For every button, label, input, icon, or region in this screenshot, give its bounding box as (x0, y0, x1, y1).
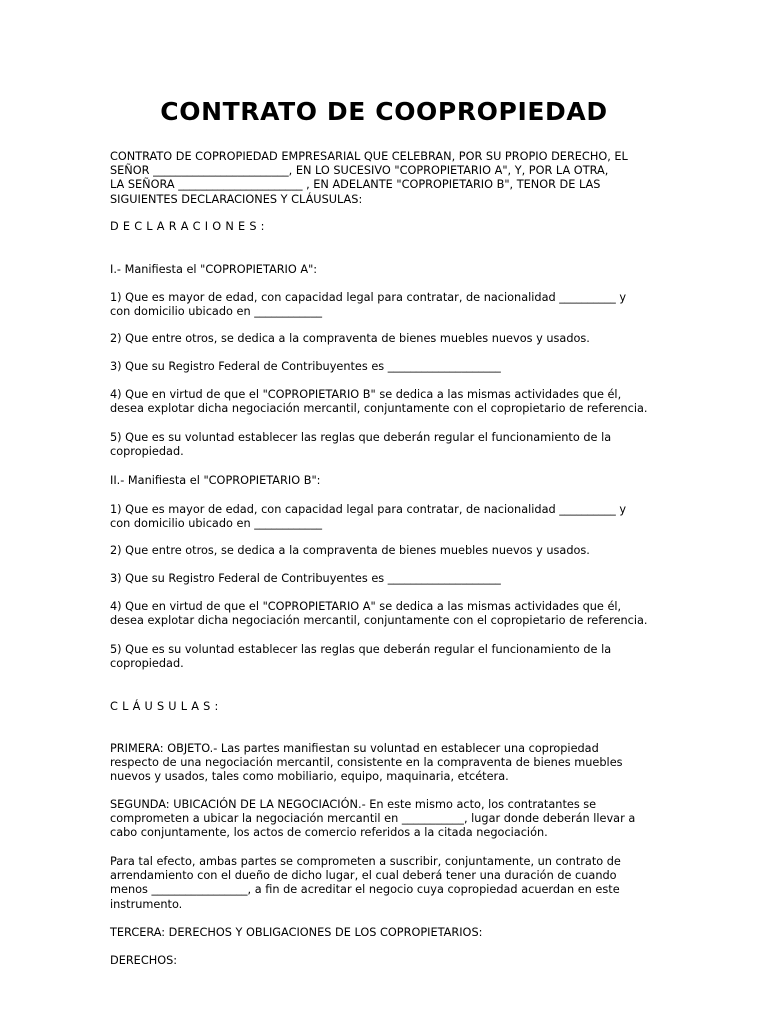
declaration-a-4: 4) Que en virtud de que el "COPROPIETARIO B" se dedica a las mismas actividades que él, desea explotar dicha negociación mercantil, conjuntamente con el copropietario de referencia. (110, 388, 648, 416)
declaration-b-4: 4) Que en virtud de que el "COPROPIETARIO A" se dedica a las mismas actividades que él, desea explotar dicha negociación mercantil, conjuntamente con el copropietario de referencia. (110, 600, 648, 628)
declaration-b-1: 1) Que es mayor de edad, con capacidad legal para contratar, de nacionalidad __________ y con domicilio ubicado en ____________ (110, 503, 627, 531)
clausulas-heading: C L Á U S U L A S : (110, 700, 219, 713)
declaration-b-2: 2) Que entre otros, se dedica a la compraventa de bienes muebles nuevos y usados. (110, 544, 590, 557)
clause-segunda-continuation: Para tal efecto, ambas partes se comprometen a suscribir, conjuntamente, un contrato de arrendamiento con el dueño de dicho lugar, el cual deberá tener una duración de cuando menos _________________, a fin de acreditar el negocio cuya copropiedad acuerdan en este instrumento. (110, 855, 621, 911)
declaration-b-5: 5) Que es su voluntad establecer las reglas que deberán regular el funcionamiento de la copropiedad. (110, 643, 612, 671)
clause-tercera: TERCERA: DERECHOS Y OBLIGACIONES DE LOS COPROPIETARIOS: (110, 926, 483, 939)
declaraciones-heading: D E C L A R A C I O N E S : (110, 220, 265, 233)
clause-primera: PRIMERA: OBJETO.- Las partes manifiestan su voluntad en establecer una copropiedad respecto de una negociación mercantil, consistente en la compraventa de bienes muebles nuevos y usados, tales como mobiliario, equipo, maquinaria, etcétera. (110, 742, 623, 784)
declaration-a-5: 5) Que es su voluntad establecer las reglas que deberán regular el funcionamiento de la copropiedad. (110, 431, 612, 459)
intro-paragraph: CONTRATO DE COPROPIEDAD EMPRESARIAL QUE CELEBRAN, POR SU PROPIO DERECHO, EL SEÑOR ________________________, EN LO SUCESIVO "COPROPIETARIO A", Y, POR LA OTRA, LA SEÑORA ______________________ , EN ADELANTE "COPROPIETARIO B", TENOR DE LAS SIGUIENTES DECLARACIONES Y CLÁUSULAS: (110, 150, 628, 206)
declaration-a-2: 2) Que entre otros, se dedica a la compraventa de bienes muebles nuevos y usados. (110, 332, 590, 345)
section-a-heading: I.- Manifiesta el "COPROPIETARIO A": (110, 263, 318, 276)
clause-segunda: SEGUNDA: UBICACIÓN DE LA NEGOCIACIÓN.- En este mismo acto, los contratantes se comprometen a ubicar la negociación mercantil en ___________, lugar donde deberán llevar a cabo conjuntamente, los actos de comercio referidos a la citada negociación. (110, 798, 636, 840)
declaration-a-3: 3) Que su Registro Federal de Contribuyentes es ____________________ (110, 360, 501, 373)
document-title: CONTRATO DE COOPROPIEDAD (160, 97, 608, 126)
derechos-heading: DERECHOS: (110, 954, 178, 967)
declaration-b-3: 3) Que su Registro Federal de Contribuyentes es ____________________ (110, 572, 501, 585)
declaration-a-1: 1) Que es mayor de edad, con capacidad legal para contratar, de nacionalidad __________ y con domicilio ubicado en ____________ (110, 291, 627, 319)
section-b-heading: II.- Manifiesta el "COPROPIETARIO B": (110, 474, 321, 487)
